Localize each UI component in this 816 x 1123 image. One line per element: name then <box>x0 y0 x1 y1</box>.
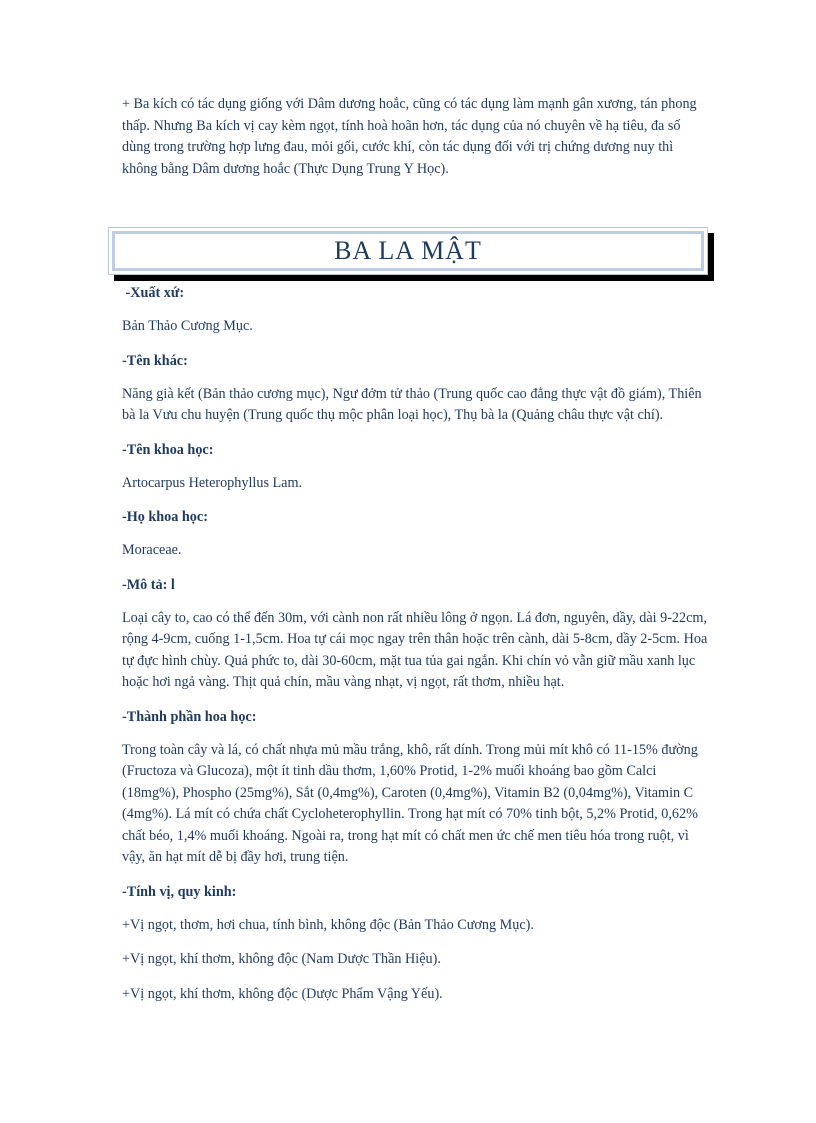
text-ten-khac: Năng già kết (Bản thảo cương mục), Ngư đởm tử thảo (Trung quốc cao đẳng thực vật đồ giám), Thiên bà la Vưu chu huyện (Trung quốc thụ mộc phân loại học), Thụ bà la (Quảng châu thực vật chí). <box>122 385 702 423</box>
tinh-vi-item-2: +Vị ngọt, khí thơm, không độc (Nam Dược Thần Hiệu). <box>122 951 441 967</box>
title-banner <box>108 227 708 275</box>
heading-ten-khoa-hoc: -Tên khoa học: <box>122 441 214 458</box>
text-mo-ta: Loại cây to, cao có thể đến 30m, với cành non rất nhiều lông ở ngọn. Lá đơn, nguyên, dầy, dài 9-22cm, rộng 4-9cm, cuống 1-1,5cm. Hoa tự cái mọc ngay trên thân hoặc trên cành, dài 5-8cm, dầy 2-5cm. Hoa tự đực hình chùy. Quả phức to, dài 30-60cm, mặt tua tủa gai ngắn. Khi chín vỏ vẫn giữ mầu xanh lục hoặc hơi ngả vàng. Thịt quả chín, mầu vàng nhạt, vị ngọt, rất thơm, nhiều hạt. <box>122 609 708 690</box>
title-banner-inner <box>112 231 704 271</box>
heading-thanh-phan: -Thành phần hoa học: <box>122 708 257 725</box>
text-ho-khoa-hoc: Moraceae. <box>122 542 182 558</box>
text-xuat-xu: Bản Thảo Cương Mục. <box>122 318 253 334</box>
heading-ten-khac: -Tên khác: <box>122 352 188 369</box>
tinh-vi-item-1: +Vị ngọt, thơm, hơi chua, tính bình, không độc (Bản Thảo Cương Mục). <box>122 916 534 933</box>
intro-paragraph: + Ba kích có tác dụng giống với Dâm dương hoắc, cũng có tác dụng làm mạnh gân xương, tán phong thấp. Nhưng Ba kích vị cay kèm ngọt, tính hoà hoãn hơn, tác dụng của nó chuyên về hạ tiêu, đa số dùng trong trường hợp lưng đau, mỏi gối, cước khí, còn tác dụng đối với trị chứng dương nuy thì không bằng Dâm dương hoắc (Thực Dụng Trung Y Học). <box>122 96 697 177</box>
tinh-vi-item-3: +Vị ngọt, khí thơm, không độc (Dược Phẩm Vậng Yếu). <box>122 985 443 1002</box>
heading-xuat-xu: -Xuất xứ: <box>122 285 185 301</box>
heading-tinh-vi: -Tính vị, quy kinh: <box>122 883 237 900</box>
page-title: BA LA MẬT <box>334 236 482 265</box>
text-thanh-phan: Trong toàn cây và lá, có chất nhựa mủ mầu trắng, khô, rất dính. Trong mủi mít khô có 11-15% đường (Fructoza và Glucoza), một ít tinh dầu thơm, 1,60% Protid, 1-2% muối khoáng bao gồm Calci (18mg%), Phospho (25mg%), Sắt (0,4mg%), Caroten (0,4mg%), Vitamin B2 (0,04mg%), Vitamin C (4mg%). Lá mít có chứa chất Cycloheterophyllin. Trong hạt mít có 70% tinh bột, 5,2% Protid, 0,62% chất béo, 1,4% muối khoáng. Ngoài ra, trong hạt mít có chất men ức chế men tiêu hóa trong ruột, vì vậy, ăn hạt mít dễ bị đầy hơi, trung tiện. <box>122 741 698 865</box>
article-body <box>122 283 712 1005</box>
heading-ho-khoa-hoc: -Họ khoa học: <box>122 509 208 525</box>
text-ten-khoa-hoc: Artocarpus Heterophyllus Lam. <box>122 474 303 491</box>
heading-mo-ta: -Mô tả: l <box>122 576 175 593</box>
